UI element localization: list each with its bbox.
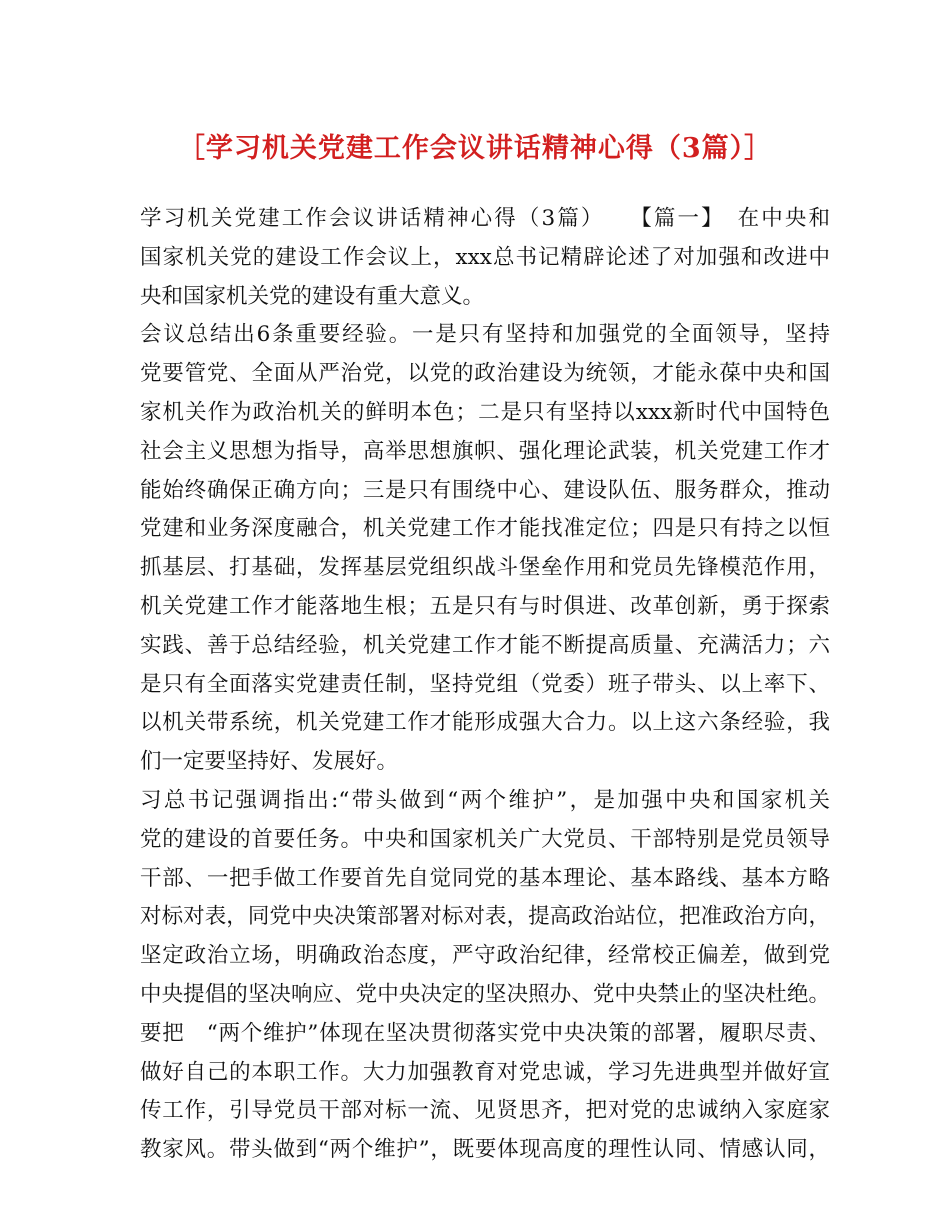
text-line: 们一定要坚持好、发展好。 <box>140 749 399 775</box>
text-line: 教家风。带头做到“两个维护”，既要体现高度的理性认同、情感认同， <box>140 1137 830 1163</box>
text-line: 社会主义思想为指导，高举思想旗帜、强化理论武装，机关党建工作才 <box>140 438 830 464</box>
text-line: 学习机关党建工作会议讲话精神心得（3篇） 【篇一】 在中央和 <box>140 206 830 231</box>
text-line: 做好自己的本职工作。大力加强教育对党忠诚，学习先进典型并做好宣 <box>140 1059 830 1085</box>
text-line: 要把 “两个维护”体现在坚决贯彻落实党中央决策的部署，履职尽责、 <box>140 1020 830 1046</box>
text-line: 机关党建工作才能落地生根；五是只有与时俱进、改革创新，勇于探索 <box>140 593 830 619</box>
text-line: 传工作，引导党员干部对标一流、见贤思齐，把对党的忠诚纳入家庭家 <box>140 1098 830 1124</box>
text-line: 对标对表，同党中央决策部署对标对表，提高政治站位，把准政治方向， <box>140 904 830 930</box>
text-line: 干部、一把手做工作要首先自觉同党的基本理论、基本路线、基本方略 <box>140 865 830 891</box>
document-body <box>140 200 830 1170</box>
text-line: 能始终确保正确方向；三是只有围绕中心、建设队伍、服务群众，推动 <box>140 477 830 503</box>
text-line: 以机关带系统，机关党建工作才能形成强大合力。以上这六条经验，我 <box>140 710 830 736</box>
text-line: 国家机关党的建设工作会议上，xxx总书记精辟论述了对加强和改进中 <box>140 244 830 270</box>
text-line: 习总书记强调指出:“带头做到“两个维护”，是加强中央和国家机关 <box>140 787 830 813</box>
text-line: 党的建设的首要任务。中央和国家机关广大党员、干部特别是党员领导 <box>140 826 830 852</box>
text-line: 家机关作为政治机关的鲜明本色；二是只有坚持以xxx新时代中国特色 <box>140 399 830 425</box>
text-line: 是只有全面落实党建责任制，坚持党组（党委）班子带头、以上率下、 <box>140 671 830 697</box>
text-line: 抓基层、打基础，发挥基层党组织战斗堡垒作用和党员先锋模范作用， <box>140 555 830 581</box>
text-line: 实践、善于总结经验，机关党建工作才能不断提高质量、充满活力；六 <box>140 632 830 658</box>
text-line: 坚定政治立场，明确政治态度，严守政治纪律，经常校正偏差，做到党 <box>140 943 830 969</box>
document-title: ［学习机关党建工作会议讲话精神心得（3篇）］ <box>177 133 773 164</box>
text-line: 央和国家机关党的建设有重大意义。 <box>140 283 485 309</box>
text-line: 党建和业务深度融合，机关党建工作才能找准定位；四是只有持之以恒 <box>140 516 830 542</box>
text-line: 会议总结出6条重要经验。一是只有坚持和加强党的全面领导，坚持 <box>140 322 830 348</box>
text-line: 中央提倡的坚决响应、党中央决定的坚决照办、党中央禁止的坚决杜绝。 <box>140 981 830 1007</box>
text-line: 党要管党、全面从严治党，以党的政治建设为统领，才能永葆中央和国 <box>140 361 830 387</box>
